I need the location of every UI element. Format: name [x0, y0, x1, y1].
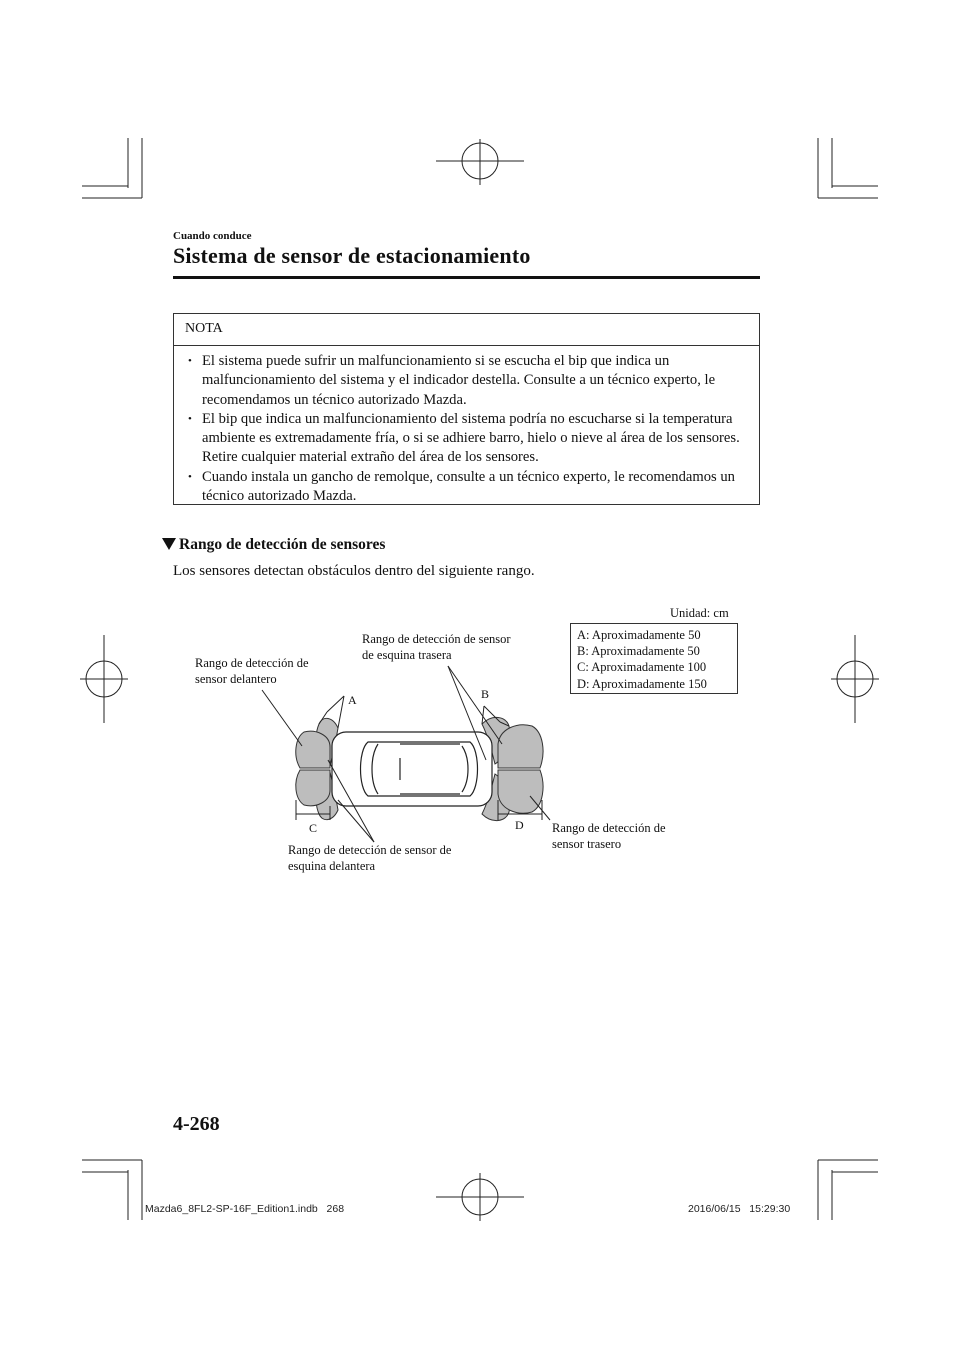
unit-label: Unidad: cm: [670, 606, 729, 620]
legend-item: D: Aproximadamente 150: [577, 676, 707, 691]
note-heading: NOTA: [185, 321, 223, 336]
front-sensor-zone-right: [296, 770, 330, 806]
page-number: 4-268: [173, 1113, 220, 1135]
rear-sensor-zone-left: [498, 725, 543, 768]
footer-timestamp: 2016/06/15 15:29:30: [688, 1203, 791, 1215]
leader-front-sensor: [262, 690, 302, 746]
legend-item: A: Aproximadamente 50: [577, 628, 701, 642]
label-front-corner-sensor: Rango de detección de sensor de esquina delantera: [288, 843, 452, 873]
note-item: • Cuando instala un gancho de remolque, consulte a un técnico experto, le recomendamos un técnico autorizado Mazda.: [184, 468, 749, 507]
label-rear-sensor: Rango de detección de sensor trasero: [552, 821, 666, 851]
dim-c-label: C: [309, 821, 318, 835]
dimension-legend: [570, 623, 738, 694]
dim-b-label: B: [481, 687, 490, 701]
label-rear-corner-sensor: Rango de detección de sensor de esquina trasera: [362, 632, 511, 662]
label-front-sensor: Rango de detección de sensor delantero: [195, 656, 309, 686]
dim-d-label: D: [515, 818, 524, 832]
dim-a-label: A: [348, 693, 357, 707]
footer-file: Mazda6_8FL2-SP-16F_Edition1.indb 268: [145, 1203, 345, 1215]
subsection-heading-text: Rango de detección de sensores: [179, 536, 386, 553]
intro-text: Los sensores detectan obstáculos dentro del siguiente rango.: [173, 563, 535, 579]
note-item: • El sistema puede sufrir un malfuncionamiento si se escucha el bip que indica un malfuncionamiento del sistema y el indicador destella. Consulte a un técnico experto, le recomendamos un técnico autorizado Mazda.: [184, 352, 749, 410]
page-title: Sistema de sensor de estacionamiento: [173, 243, 531, 268]
front-sensor-zone-left: [296, 731, 330, 768]
section-label: Cuando conduce: [173, 230, 252, 242]
legend-item: B: Aproximadamente 50: [577, 644, 700, 659]
car-cabin: [361, 742, 478, 796]
legend-item: C: Aproximadamente 100: [577, 660, 707, 675]
note-item: • El bip que indica un malfuncionamiento del sistema podría no escucharse si la temperatura ambiente es extremadamente fría, o si se adhiere barro, hielo o nieve al área de los sensores. Retire cualquier material extraño del área de los sensores.: [184, 410, 749, 468]
rear-sensor-zone-right: [498, 770, 543, 813]
